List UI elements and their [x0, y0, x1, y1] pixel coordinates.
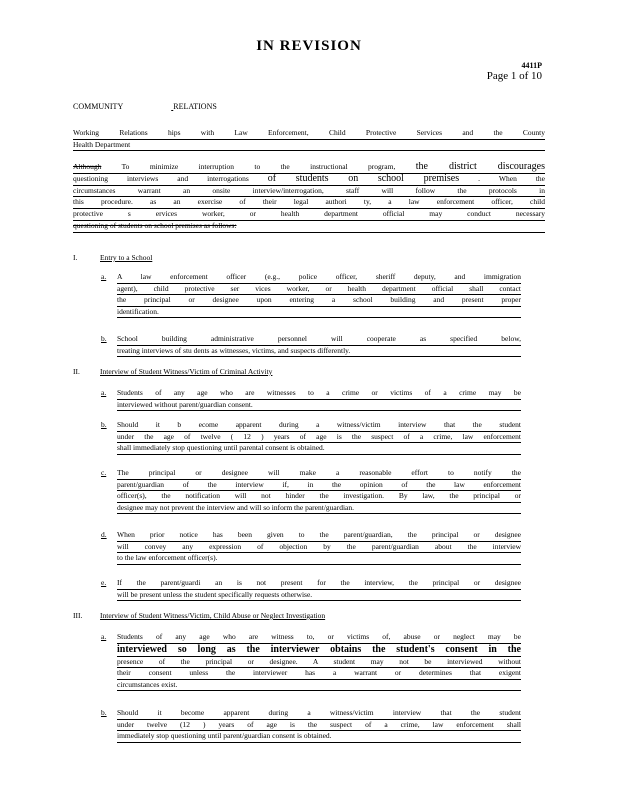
item-line: Students of any age who are witness to, or victims of, abuse or neglect may be	[117, 632, 521, 644]
intro-line: this procedure. as an exercise of their legal authori ty, a law enforcement officer, child	[73, 197, 545, 209]
item-line: shall immediately stop questioning until parental consent is obtained.	[117, 443, 521, 455]
section-number: I.	[73, 253, 78, 262]
intro-line: questioning of students on school premises as follows:	[73, 221, 545, 233]
subject-line: Health Department	[73, 140, 545, 152]
item-line: A law enforcement officer (e.g., police officer, sheriff deputy, and immigration	[117, 272, 521, 284]
intro-line: circumstances warrant an onsite interview/interrogation, staff will follow the protocols in	[73, 186, 545, 198]
item-line: The principal or designee will make a reasonable effort to notify the	[117, 468, 521, 480]
section-number: III.	[73, 611, 83, 620]
intro-line: Although To minimize interruption to the instructional program, the district discourages	[73, 161, 546, 172]
policy-code: 4411P	[521, 61, 542, 70]
item-line: Students of any age who are witnesses to a crime or victims of a crime may be	[117, 388, 521, 400]
heading-right: RELATIONS	[173, 102, 217, 111]
item-line: If the parent/guardi an is not present for the interview, the principal or designee	[117, 578, 521, 590]
item-line: circumstances exist.	[117, 680, 521, 692]
item-letter: a.	[101, 272, 107, 281]
item-line: identification.	[117, 307, 521, 319]
item-line: under twelve (12 ) years of age is the suspect of a crime, law enforcement shall	[117, 720, 521, 732]
item-body	[117, 468, 521, 514]
item-letter: b.	[101, 708, 107, 717]
item-line: immediately stop questioning until parent/guardian consent is obtained.	[117, 731, 521, 743]
item-line: treating interviews of stu dents as witnesses, victims, and suspects differently.	[117, 346, 521, 358]
item-letter: e.	[101, 578, 107, 587]
item-letter: d.	[101, 530, 107, 539]
item-letter: a.	[101, 632, 107, 641]
item-line: presence of the principal or designee. A student may not be interviewed without	[117, 657, 521, 669]
item-line: will convey any expression of objection by the parent/guardian about the interview	[117, 542, 521, 554]
subject-block	[73, 128, 545, 151]
item-body	[117, 530, 521, 565]
item-line: agent), child protective ser vices worker, or health department official shall contact	[117, 284, 521, 296]
section-number: II.	[73, 367, 80, 376]
intro-line: questioning interviews and interrogations of students on school premises . When the	[73, 172, 546, 184]
item-line: will be present unless the student specifically requests otherwise.	[117, 590, 521, 602]
item-line: to the law enforcement officer(s).	[117, 553, 521, 565]
item-body	[117, 632, 521, 691]
item-i-a	[101, 272, 521, 320]
item-line: Should it b ecome apparent during a witness/victim interview that the student	[117, 420, 521, 432]
item-line: parent/guardian of the interview if, in the opinion of the law enforcement	[117, 480, 521, 492]
item-body	[117, 578, 521, 601]
item-line: under the age of twelve ( 12 ) years of age is the suspect of a crime, law enforcement	[117, 432, 521, 444]
intro-line: protective s ervices worker, or health department official may conduct necessary	[73, 209, 545, 221]
item-line: Should it become apparent during a witness/victim interview that the student	[117, 708, 521, 720]
subject-line: Working Relations hips with Law Enforcement, Child Protective Services and the County	[73, 128, 545, 140]
heading-left: COMMUNITY	[73, 102, 124, 111]
item-line: the principal or designee upon entering a school building and present proper	[117, 295, 521, 307]
intro-paragraph	[73, 162, 545, 233]
section-title: Entry to a School	[100, 253, 153, 262]
item-body	[117, 334, 521, 357]
item-body	[117, 708, 521, 743]
item-line: designee may not prevent the interview and will so inform the parent/guardian.	[117, 503, 521, 515]
page-title: IN REVISION	[256, 38, 362, 54]
page-number-block	[487, 60, 542, 82]
item-line: When prior notice has been given to the parent/guardian, the principal or designee	[117, 530, 521, 542]
item-body	[117, 420, 521, 455]
item-line: interviewed without parent/guardian consent.	[117, 400, 521, 412]
section-title: Interview of Student Witness/Victim of Criminal Activity	[100, 367, 273, 376]
item-line: interviewed so long as the interviewer obtains the student's consent in the	[117, 643, 521, 655]
item-letter: a.	[101, 388, 107, 397]
item-line: School building administrative personnel will cooperate as specified below,	[117, 334, 521, 346]
section-heading	[73, 102, 265, 111]
section-title: Interview of Student Witness/Victim, Child Abuse or Neglect Investigation	[100, 611, 326, 620]
item-body	[117, 272, 521, 318]
item-letter: b.	[101, 334, 107, 343]
item-letter: b.	[101, 420, 107, 429]
item-letter: c.	[101, 468, 107, 477]
item-line: their consent unless the interviewer has a warrant or determines that exigent	[117, 668, 521, 680]
item-line: officer(s), the notification will not hinder the investigation. By law, the principal or	[117, 491, 521, 503]
item-body	[117, 388, 521, 411]
page-label: Page 1 of 10	[486, 70, 542, 82]
